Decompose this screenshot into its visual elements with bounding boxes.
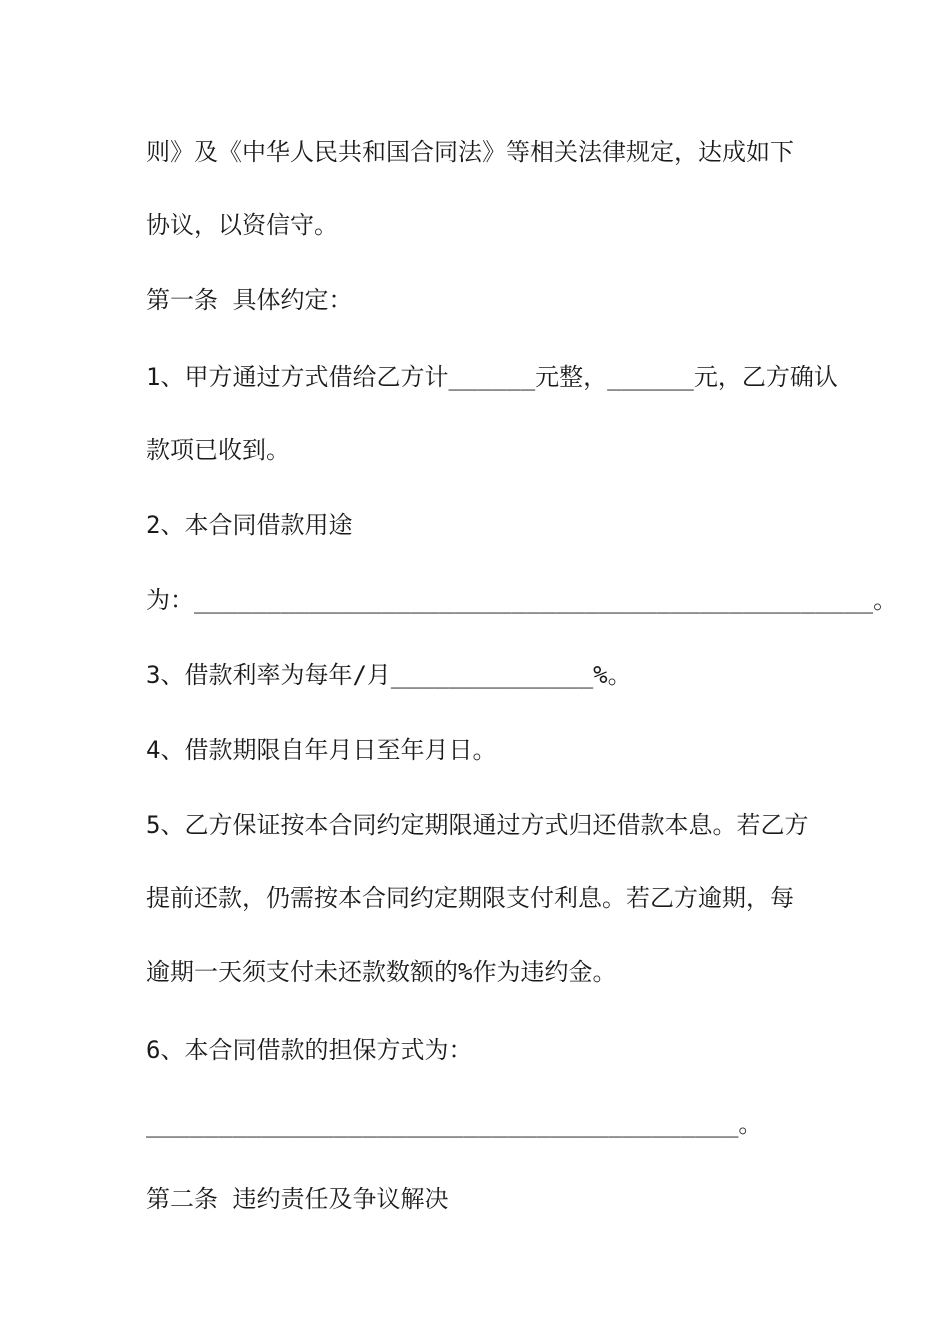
clause-line: 4、借款期限自年月日至年月日。 bbox=[146, 736, 497, 764]
clause-line: 2、本合同借款用途 bbox=[146, 511, 353, 539]
article-heading: 第一条 具体约定： bbox=[146, 286, 353, 314]
clause-line: 提前还款，仍需按本合同约定期限支付利息。若乙方逾期，每 bbox=[146, 884, 794, 912]
paragraph-line: 则》及《中华人民共和国合同法》等相关法律规定，达成如下 bbox=[146, 138, 794, 166]
clause-line: 为：_______________________________________________。 bbox=[146, 586, 898, 614]
clause-line: 1、甲方通过方式借给乙方计______元整，______元，乙方确认 bbox=[146, 363, 838, 391]
clause-line: 逾期一天须支付未还款数额的%作为违约金。 bbox=[146, 958, 617, 986]
article-heading: 第二条 违约责任及争议解决 bbox=[146, 1185, 449, 1213]
paragraph-line: 协议，以资信守。 bbox=[146, 211, 338, 239]
clause-line: 5、乙方保证按本合同约定期限通过方式归还借款本息。若乙方 bbox=[146, 811, 809, 839]
clause-line: 款项已收到。 bbox=[146, 436, 290, 464]
clause-line: _________________________________________。 bbox=[146, 1110, 763, 1138]
clause-line: 3、借款利率为每年/月______________%。 bbox=[146, 661, 632, 689]
clause-line: 6、本合同借款的担保方式为： bbox=[146, 1036, 473, 1064]
